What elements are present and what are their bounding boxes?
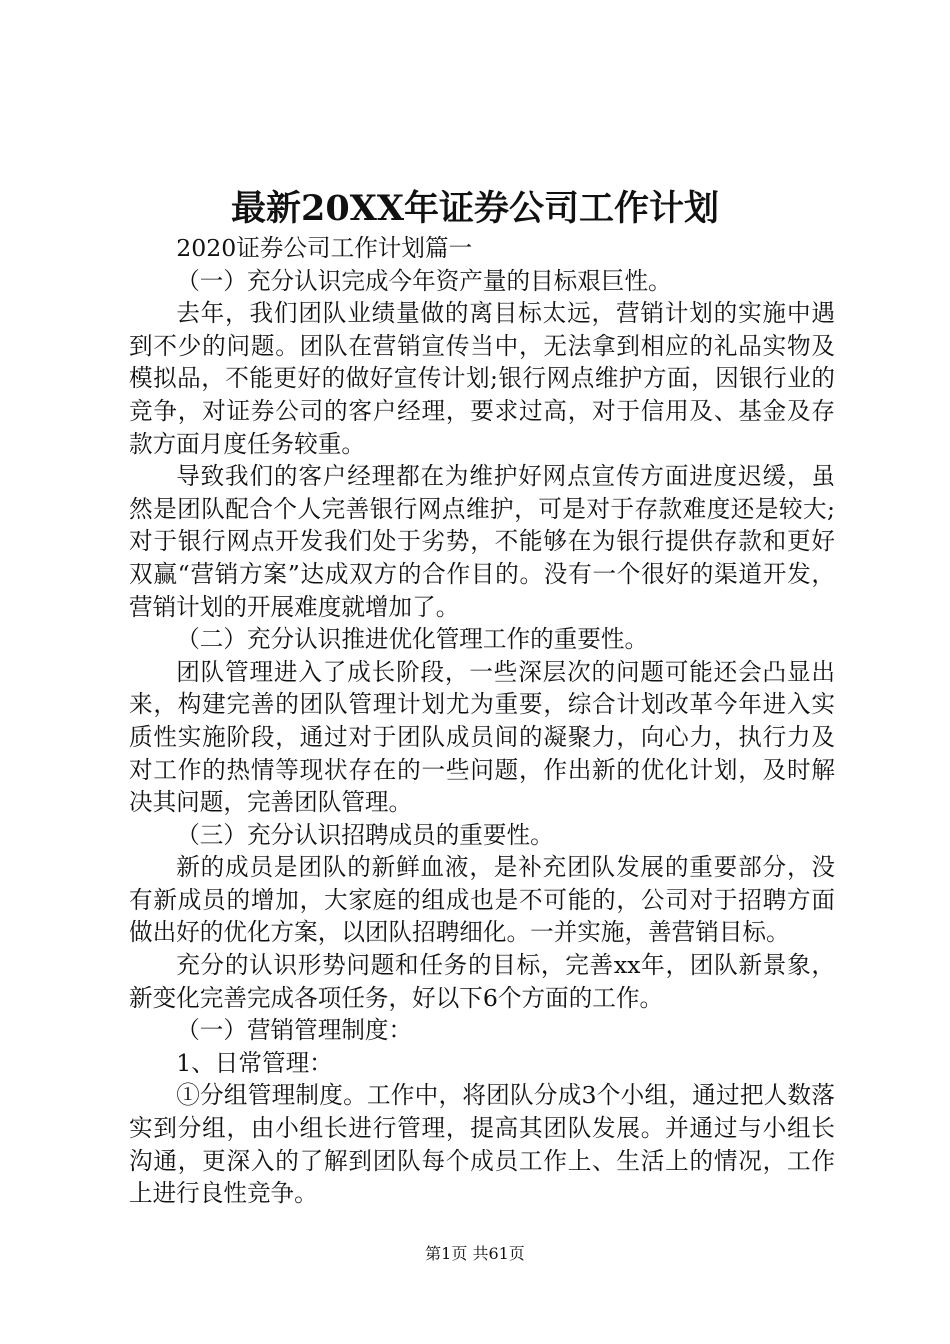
body-paragraph: 导致我们的客户经理都在为维护好网点宣传方面进度迟缓，虽然是团队配合个人完善银行网点维护，可是对于存款难度还是较大;对于银行网点开发我们处于劣势，不能够在为银行提供存款和更好双赢“营销方案”达成双方的合作目的。没有一个很好的渠道开发，营销计划的开展难度就增加了。 (129, 462, 835, 621)
body-paragraph: ①分组管理制度。工作中，将团队分成3个小组，通过把人数落实到分组，由小组长进行管理，提高其团队发展。并通过与小组长沟通，更深入的了解到团队每个成员工作上、生活上的情况，工作上进行良性竞争。 (129, 1081, 835, 1208)
document-title: 最新20XX年证券公司工作计划 (230, 188, 720, 229)
page-footer: 第1页 共61页 (425, 1244, 525, 1263)
subsection-heading: （三）充分认识招聘成员的重要性。 (176, 820, 554, 849)
subsection-heading: （二）充分认识推进优化管理工作的重要性。 (176, 625, 649, 654)
subsection-heading: （一）充分认识完成今年资产量的目标艰巨性。 (176, 266, 672, 295)
body-paragraph: 新的成员是团队的新鲜血液，是补充团队发展的重要部分，没有新成员的增加，大家庭的组成也是不可能的，公司对于招聘方面做出好的优化方案，以团队招聘细化。一并实施，善营销目标。 (129, 853, 835, 947)
body-paragraph: 充分的认识形势问题和任务的目标，完善xx年，团队新景象，新变化完善完成各项任务，好以下6个方面的工作。 (129, 951, 835, 1012)
section-heading: 2020证券公司工作计划篇一 (176, 234, 473, 262)
body-paragraph: 团队管理进入了成长阶段，一些深层次的问题可能还会凸显出来，构建完善的团队管理计划尤为重要，综合计划改革今年进入实质性实施阶段，通过对于团队成员间的凝聚力，向心力，执行力及对工作的热情等现状存在的一些问题，作出新的优化计划，及时解决其问题，完善团队管理。 (129, 657, 835, 817)
subsection-heading: （一）营销管理制度： (176, 1016, 413, 1045)
document-body (129, 232, 835, 1210)
list-heading: 1、日常管理： (176, 1048, 333, 1077)
body-paragraph: 去年，我们团队业绩量做的离目标太远，营销计划的实施中遇到不少的问题。团队在营销宣传当中，无法拿到相应的礼品实物及模拟品，不能更好的做好宣传计划;银行网点维护方面，因银行业的竞争，对证券公司的客户经理，要求过高，对于信用及、基金及存款方面月度任务较重。 (129, 299, 835, 458)
